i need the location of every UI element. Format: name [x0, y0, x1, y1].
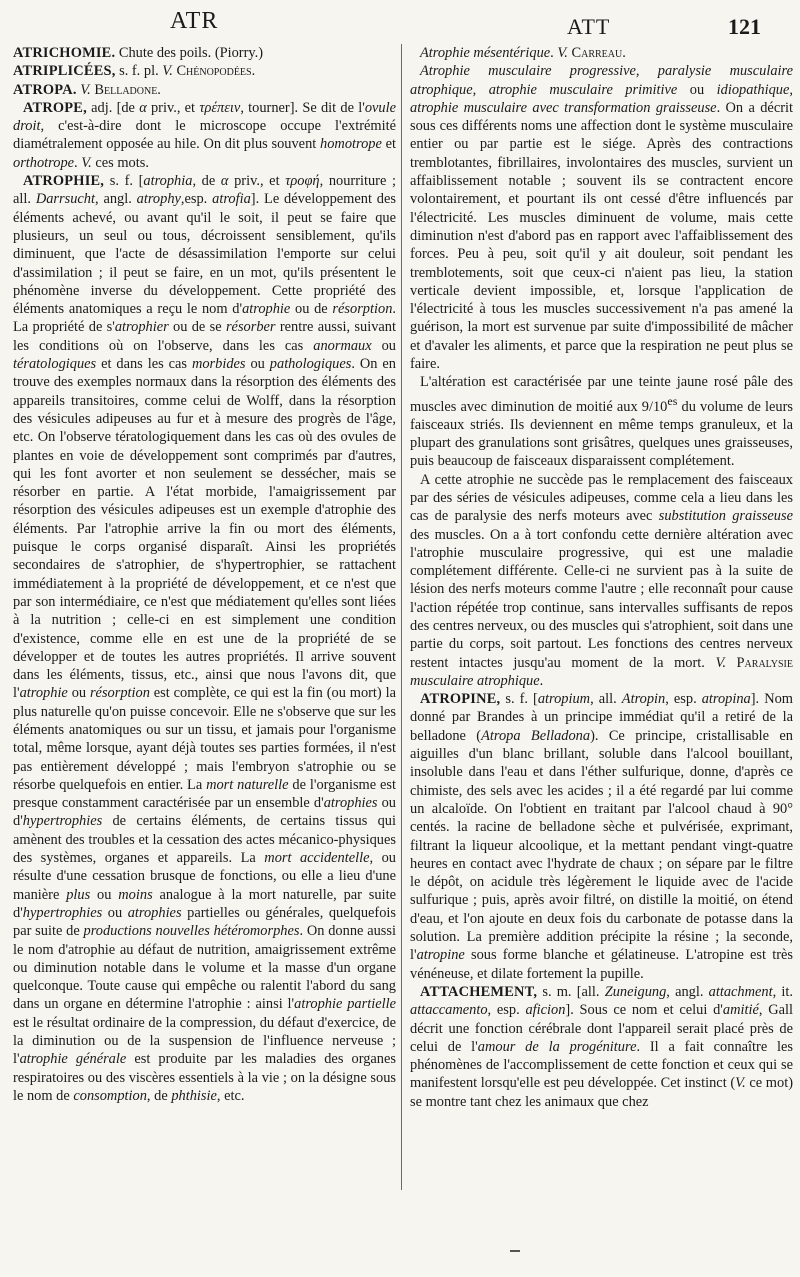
- italic-term: atropine: [416, 947, 465, 964]
- headword: ATROPE,: [23, 99, 87, 116]
- italic-term: phthisie: [171, 1087, 217, 1104]
- italic-term: atrophie: [242, 301, 291, 318]
- italic-term: homotrope: [320, 136, 382, 153]
- entry-atrope: [13, 99, 396, 172]
- entry-text: ). Ce principe, cristallisable en aiguilles d'un blanc brillant, soluble dans l'alcool bouillant, insoluble dans l'eau et dans l'éther sulfurique, donne, d'après ce chimiste, des sels avec les acides ; il a été regardé par lui comme un alcaloïde. On l'obtient en traitant par l'alcool chaud à 90° centés. la racine de belladone sèche et pulvérisée, exprimant, filtrant la liqueur alcoolique, et la mettant pendant vingt-quatre heures en contact avec l'hydrate de chaux ; on sépare par le filtre le dépôt, on acidule très légèrement le liquide avec de l'acide sulfurique ; puis, après avoir filtré, on distille la moitié, on étend d'eau, et l'on ajoute en deux fois du carbonate de potasse dans la solution. La première addition précipite la résine ; la seconde, l': [410, 727, 793, 964]
- entry-text: , ou résulte d'une cessation brusque de fonctions, ou elle a lieu d'une manière: [13, 850, 396, 903]
- italic-term: atrophie: [19, 685, 68, 702]
- italic-term: atrophie générale: [19, 1051, 127, 1068]
- paragraph-atrophie-mesenterique: [410, 44, 793, 62]
- entry-text: rentre aussi, suivant les conditions où on l'observe, dans les cas: [13, 319, 396, 354]
- headword: ATROPINE,: [420, 691, 501, 708]
- entry-text: ce mot) se montre tant chez les animaux que chez: [410, 1075, 793, 1110]
- italic-term: moins: [118, 886, 153, 903]
- italic-term: aficion: [525, 1002, 566, 1019]
- cross-reference: Belladone.: [94, 81, 161, 98]
- entry-text: ou: [90, 886, 119, 903]
- cross-reference: Carreau.: [571, 45, 626, 61]
- paragraph-substitution: [410, 471, 793, 691]
- entry-text: . On en trouve des exemples normaux dans la résorption des éléments des appareils transitoires, comme celui de Wolff, dans la résorption des vésicules adipeuses au fur et à mesure des progrès de l'âge, etc. On l'observe tératologiquement dans les cas où des ovules de plantes en voie de développement sont comprimés par d'autres, qui les font avorter et non seulement se dessécher, mais se résorber en partie. A l'état morbide, l'amaigrissement par résorption des vésicules adipeuses est un exemple d'atrophie des éléments. Par l'atrophie arrive la fin ou mort des éléments, puisque le corps organisé disparaît. Ainsi les propriétés secondaires de s'atrophier, de s'hypertrophier, se rattachent immédiatement à la propriété de développement, et ce n'est que par son intermédiaire, ce n'est que médiatement qu'elles sont liées à la nutrition ; celle-ci en est simplement une condition d'existence, comme elle en est une de la propriété de se développer et de toutes les autres propriétés. Il arrive souvent dans les éléments, tissus, etc., ainsi que nous l'avons dit, que l': [13, 356, 396, 702]
- italic-term: Atropin: [621, 691, 666, 708]
- italic-term: atrophie partielle: [294, 996, 396, 1013]
- entry-text: . On donne aussi le nom d'atrophie au défaut de nutrition, amaigrissement extrême ou diminution notable dans le volume et la masse d'un organe quelconque. Toute cause qui empêche ou ralentit l'abord du sang dans un organe en détermine l'atrophie : ainsi l': [13, 923, 396, 1013]
- headword: ATROPHIE,: [23, 173, 105, 190]
- italic-term: amitié: [722, 1002, 759, 1019]
- entry-text: est produite par les maladies des organes respiratoires ou des viscères essentiels à la vie ; on la désigne sous le nom de: [13, 1051, 396, 1104]
- entry-text: s. m. [all.: [537, 983, 605, 1000]
- entry-text: ou: [677, 81, 717, 98]
- entry-text: s. f. [: [104, 173, 144, 190]
- italic-term: Darrsucht: [35, 191, 95, 208]
- see-ref: V.: [162, 63, 173, 80]
- see-ref: V.: [735, 1075, 746, 1092]
- entry-text: priv., et: [228, 173, 286, 190]
- italic-term: résorption: [89, 685, 150, 702]
- italic-term: atropium: [537, 691, 591, 708]
- italic-term: anormaux: [313, 337, 372, 354]
- right-column: [410, 44, 793, 1111]
- italic-term: musculaire atrophique: [410, 672, 540, 689]
- entry-text: ou: [245, 356, 270, 373]
- entry-text: , esp.: [665, 691, 702, 708]
- entry-text: .: [539, 672, 544, 689]
- italic-term: résorption: [332, 301, 393, 318]
- italic-term: mort naturelle: [206, 776, 289, 793]
- italic-term: Atropa Belladona: [481, 727, 591, 744]
- entry-text: .: [550, 45, 558, 61]
- entry-text: . La propriété de s': [13, 301, 396, 336]
- entry-attachement: [410, 983, 793, 1111]
- italic-term: atrophies: [323, 795, 378, 812]
- entry-text: sous forme blanche et gélatineuse. L'atropine est très vénéneuse, et dilate fortement la pupille.: [410, 947, 793, 982]
- greek-text: α: [139, 99, 147, 116]
- entry-text: , tourner]. Se dit de l': [240, 99, 365, 116]
- entry-text: , it.: [772, 983, 794, 1000]
- italic-term: hypertrophies: [22, 904, 103, 921]
- entry-text: s. f. [: [500, 691, 538, 708]
- entry-atrichomie: [13, 44, 396, 62]
- italic-term: pathologiques: [269, 356, 352, 373]
- entry-text: du volume de leurs faisceaux striés. Ils deviennent en même temps granuleux, et la plupart des granulations sont grisâtres, quelques unes graisseuses, puis beaucoup de faisceaux disparaissent complétement.: [410, 398, 793, 470]
- greek-text: τρέπειν: [199, 99, 241, 116]
- see-ref: V.: [81, 154, 92, 171]
- italic-term: substitution graisseuse: [658, 508, 793, 525]
- entry-text: , nourriture ; all.: [13, 173, 396, 208]
- entry-text: . Il a fait connaître les phénomènes de l'accomplissement de cette fonction et ceux qui se manifestent lorsqu'elle est peu développée. Cet instinct (: [410, 1038, 794, 1092]
- running-head: [0, 6, 800, 44]
- see-ref: V.: [80, 81, 91, 98]
- entry-text: de l'organisme est presque constamment caractérisée par un ensemble d': [13, 776, 396, 812]
- italic-term: attaccamento: [410, 1002, 488, 1019]
- italic-term: mort accidentelle: [264, 850, 370, 867]
- headword: ATTACHEMENT,: [420, 983, 538, 1000]
- italic-term: idiopathique, atrophie musculaire avec transformation graisseuse: [410, 81, 793, 116]
- italic-term: morbides: [191, 356, 246, 373]
- entry-text: ou de: [290, 301, 333, 318]
- entry-text: , angl.: [95, 191, 137, 208]
- entry-atropine: [410, 690, 793, 983]
- italic-term: amour de la progéniture: [477, 1038, 637, 1055]
- entry-text: .: [74, 154, 82, 171]
- greek-text: τροφή: [285, 173, 320, 190]
- running-head-left: ATR: [170, 8, 219, 34]
- entry-text: est complète, ce qui est la fin (ou mort) la plus naturelle qu'on puisse concevoir. Elle ne s'observe que sur les éléments anatomiques ou sur un tissu, et jamais pour l'organisme total, même lorsque, ayant déjà toutes ses parties formées, il n'est pas entièrement développé ; mais l'embryon s'atrophie ou se résorbe quelquefois en entier. La: [13, 685, 396, 793]
- entry-text: des muscles. On a à tort confondu cette dernière altération avec l'atrophie musculaire progressive, qui est une maladie complétement différente. Celle-ci ne survient pas à la suite de lésion des nerfs moteurs comme l'autre ; elle reconnaît pour cause l'action répétée trop continue, sans intervalles suffisants de repos des centres nerveux, ou des muscles qui s'atrophient, soit dans une partie du corps, soit partout. Les fonctions des centres nerveux restent intactes jusqu'au moment de la mort.: [410, 526, 793, 671]
- page-number: 121: [728, 14, 761, 39]
- entry-atrophie: [13, 172, 396, 1105]
- entry-atriplicees: [13, 62, 396, 80]
- entry-text: analogue à la mort naturelle, par suite d': [13, 886, 396, 921]
- see-ref: V.: [715, 654, 726, 671]
- italic-term: Atrophie mésentérique: [420, 45, 551, 61]
- entry-text: ]. Sous ce nom et celui d': [565, 1002, 723, 1019]
- running-head-right: ATT: [567, 14, 611, 39]
- entry-text: , etc.: [216, 1087, 245, 1104]
- italic-term: atrophy: [136, 191, 181, 208]
- entry-text: , de: [146, 1087, 172, 1104]
- entry-text: [726, 655, 737, 671]
- italic-term: attachment: [708, 983, 773, 1000]
- entry-text: ces mots.: [91, 154, 149, 171]
- entry-text: et: [381, 136, 397, 153]
- entry-text: et dans les cas: [96, 356, 192, 373]
- entry-text: Chute des poils. (Piorry.): [115, 45, 264, 61]
- column-divider: [401, 44, 402, 1190]
- italic-term: atrophies: [127, 904, 182, 921]
- entry-text: ou: [102, 904, 128, 921]
- italic-term: ovule droit: [13, 99, 396, 135]
- entry-text: L'altération est caractérisée par une teinte jaune rosé pâle des muscles avec diminution de moitié aux 9/10: [410, 374, 793, 415]
- italic-term: atrophia: [143, 173, 193, 190]
- entry-text: adj. [de: [86, 99, 140, 116]
- headword: ATRICHOMIE.: [13, 45, 116, 61]
- headword: ATROPA.: [13, 81, 77, 98]
- entry-text: A cette atrophie ne succède pas le remplacement des faisceaux par des séries de vésicules adipeuses, comme cela a lieu dans les cas de paralysie des nerfs moteurs avec: [410, 471, 793, 525]
- entry-text: , all.: [590, 691, 622, 708]
- italic-term: consomption: [73, 1087, 147, 1104]
- superscript: es: [667, 393, 678, 408]
- print-mark: [510, 1250, 520, 1252]
- entry-text: . On a décrit sous ces différents noms une affection dont le système musculaire entier ou par partie est le siége. Après des contractions tremblotantes, fibrillaires, involontaires des muscles, survient un affaiblissement notable ; souvent ils se contractent encore volontairement, et pourtant ils ont cessé d'être influencés par l'électricité. Les muscles diminuent de volume, mais cette diminution n'est d'abord pas en rapport avec l'affaiblissement des forces. Peu à peu, soit qu'il y ait douleur, soit pendant les tremblotements, soit que ceux-ci n'aient pas lieu, la station verticale devient impossible, et, lorsque l'application de l'électricité à tous les muscles successivement n'a pas amené la guérison, la mort est survenue par suite d'impossibilité de mâcher et d'avaler les aliments, et parce que la respiration ne peut plus se faire.: [410, 99, 793, 373]
- entry-text: s. f. pl.: [115, 63, 163, 80]
- entry-text: ou d': [13, 795, 396, 830]
- entry-text: , esp.: [487, 1002, 526, 1019]
- entry-text: ]. Le développement des éléments achevé, ou avant qu'il le soit, il peut se faire que plusieurs, un seul ou tous, décroissent sensiblement, qu'ils diminuent, que l'acte de désassimilation l'emporte sur celui d'assimilation ; il peut se faire, en un mot, qu'ils présentent le phénomène inverse du développement. Cette propriété des éléments anatomiques a reçu le nom d': [13, 191, 396, 318]
- entry-atropa: [13, 81, 396, 99]
- entry-text: , Gall décrit une fonction cérébrale dont l'appareil serait placé près de celui de l': [410, 1002, 793, 1055]
- paragraph-alteration: [410, 373, 793, 470]
- italic-term: résorber: [225, 319, 276, 336]
- entry-text: est le résultat ordinaire de la compression, du défaut d'exercice, de la diminution ou de la suspension de l'influence nerveuse ; l': [13, 1014, 396, 1068]
- entry-text: , c'est-à-dire dont le microscope occupe l'extrémité diamétralement opposée au hile. On dit plus souvent: [13, 118, 396, 153]
- headword: ATRIPLICÉES,: [13, 63, 116, 80]
- entry-text: ]. Nom donné par Brandes à un principe immédiat qu'il a retiré de la belladone (: [410, 691, 793, 744]
- italic-term: tératologiques: [13, 356, 97, 373]
- greek-text: α: [220, 173, 229, 190]
- italic-term: Atrophie musculaire progressive, paralysie musculaire atrophique, atrophie musculaire primitive: [410, 63, 793, 98]
- entry-text: priv., et: [146, 99, 200, 116]
- entry-text: ou de se: [168, 319, 226, 336]
- cross-reference: Chénopodées.: [176, 63, 256, 80]
- italic-term: productions nouvelles hétéromorphes: [83, 923, 300, 940]
- italic-term: orthotrope: [13, 154, 75, 171]
- left-column: [13, 44, 396, 1105]
- entry-text: ,esp.: [180, 191, 213, 208]
- see-ref: V.: [557, 45, 568, 61]
- italic-term: plus: [66, 886, 91, 903]
- cross-reference: Paralysie: [736, 654, 793, 671]
- italic-term: atrofia: [212, 191, 251, 208]
- italic-term: atropina: [701, 691, 751, 708]
- entry-text: ou: [371, 337, 396, 354]
- italic-term: atrophier: [114, 319, 169, 336]
- entry-text: partielles ou générales, quelquefois par suite de: [13, 904, 396, 940]
- entry-text: ou: [67, 685, 90, 702]
- entry-text: , de: [192, 173, 221, 190]
- paragraph-atrophie-musculaire: [410, 62, 793, 373]
- italic-term: Zuneigung: [604, 983, 667, 1000]
- entry-text: , angl.: [666, 983, 709, 1000]
- entry-text: de certains éléments, de certains tissus qui amènent des troubles et la cessation des actes mécanico-physiques des systèmes, organes et appareils. La: [13, 813, 396, 867]
- italic-term: hypertrophies: [22, 813, 103, 830]
